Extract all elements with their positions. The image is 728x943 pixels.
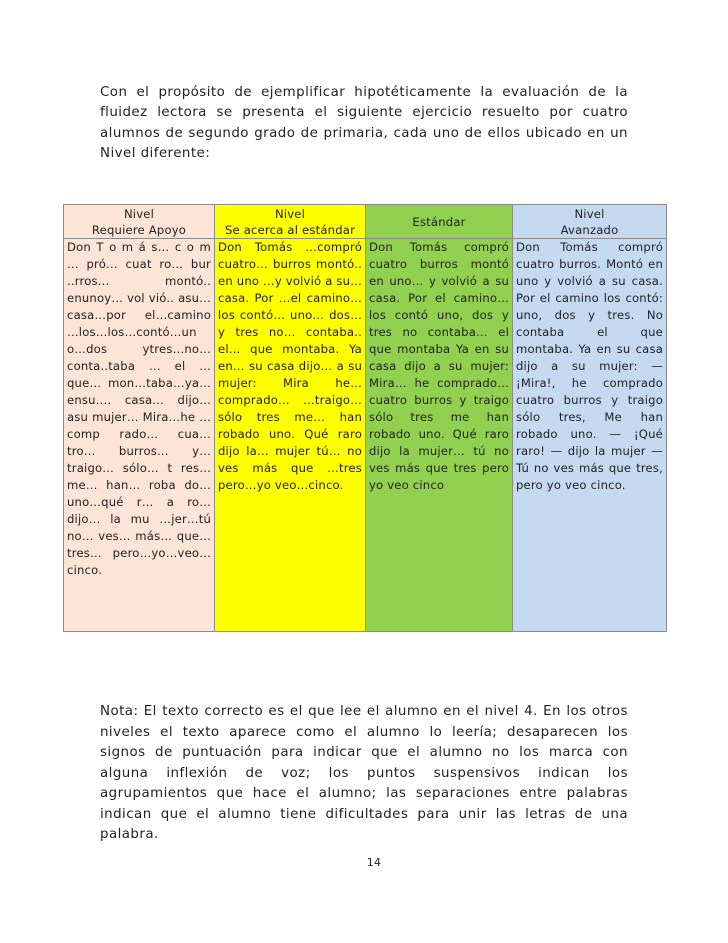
page-number: 14 xyxy=(366,856,382,869)
header-level-1 xyxy=(64,205,215,239)
header-level-2-line1: Nivel xyxy=(274,206,306,221)
header-level-2-line2: Se acerca al estándar xyxy=(224,222,356,237)
cell-level-2-text: Don Tomás …compró cuatro… burros montó.. en uno …y volvió a su… casa. Por …el camino… los contó… uno… dos… y tres no… contaba.. el… que montaba. Ya en… su casa dijo… a su mujer: Mira he… comprado… …traigo… sólo tres me… han robado uno. Qué raro dijo la… mujer tú… no ves más que …tres pero…yo veo…cinco. xyxy=(215,239,366,632)
header-level-3 xyxy=(366,205,513,239)
table-header-row xyxy=(64,205,667,239)
header-level-4-line1: Nivel xyxy=(574,206,605,221)
cell-level-3-text: Don Tomás compró cuatro burros montó en uno… y volvió a su casa. Por el camino… los contó uno, dos y tres no contaba… el que montaba Ya en su casa dijo a su mujer: Mira… he comprado… cuatro burros y traigo sólo tres me han robado uno. Qué raro dijo la mujer… tú no ves más que tres pero yo veo cinco xyxy=(366,239,513,632)
cell-level-1-text: Don T o m á s… c o m … pró… cuat ro… bur ..rros... montó.. enunoy… vol vió.. asu… casa…por el…camino …los…los…contó…un o…dos ytres…no…conta..taba … el …que… mon…taba…ya… ensu…. casa… dijo…asu mujer… Mira…he …comp rado… cua… tro… burros… y… traigo… sólo… t res… me… han… roba do… uno…qué r… a ro… dijo… la mu …jer…tú no… ves… más… que… tres… pero…yo…veo…cinco. xyxy=(64,239,215,632)
table-row xyxy=(64,239,667,632)
header-level-1-line1: Nivel xyxy=(123,206,155,221)
cell-level-4-text: Don Tomás compró cuatro burros. Montó en uno y volvió a su casa. Por el camino los contó: uno, dos y tres. No contaba el que montaba. Ya en su casa dijo a su mujer: — ¡Mira!, he comprado cuatro burros y traigo sólo tres, Me han robado uno. — ¡Qué raro! — dijo la mujer — Tú no ves más que tres, pero yo veo cinco. xyxy=(513,239,667,632)
header-level-1-line2: Requiere Apoyo xyxy=(91,222,187,237)
header-level-4-line2: Avanzado xyxy=(560,222,619,237)
header-level-2 xyxy=(215,205,366,239)
reading-levels-table xyxy=(63,204,667,632)
note-paragraph: Nota: El texto correcto es el que lee el alumno en el nivel 4. En los otros niveles el texto aparece como el alumno lo leería; desaparecen los signos de puntuación para indicar que el alumno no los marca con alguna inflexión de voz; los puntos suspensivos indican los agrupamientos que hace el alumno; las separaciones entre palabras indican que el alumno tiene dificultades para unir las letras de una palabra. xyxy=(100,704,628,842)
header-level-4 xyxy=(513,205,667,239)
intro-paragraph: Con el propósito de ejemplificar hipotéticamente la evaluación de la fluidez lectora se presenta el siguiente ejercicio resuelto por cuatro alumnos de segundo grado de primaria, cada uno de ellos ubicado en un Nivel diferente: xyxy=(100,85,628,162)
header-level-3-line1: Estándar xyxy=(412,214,466,229)
